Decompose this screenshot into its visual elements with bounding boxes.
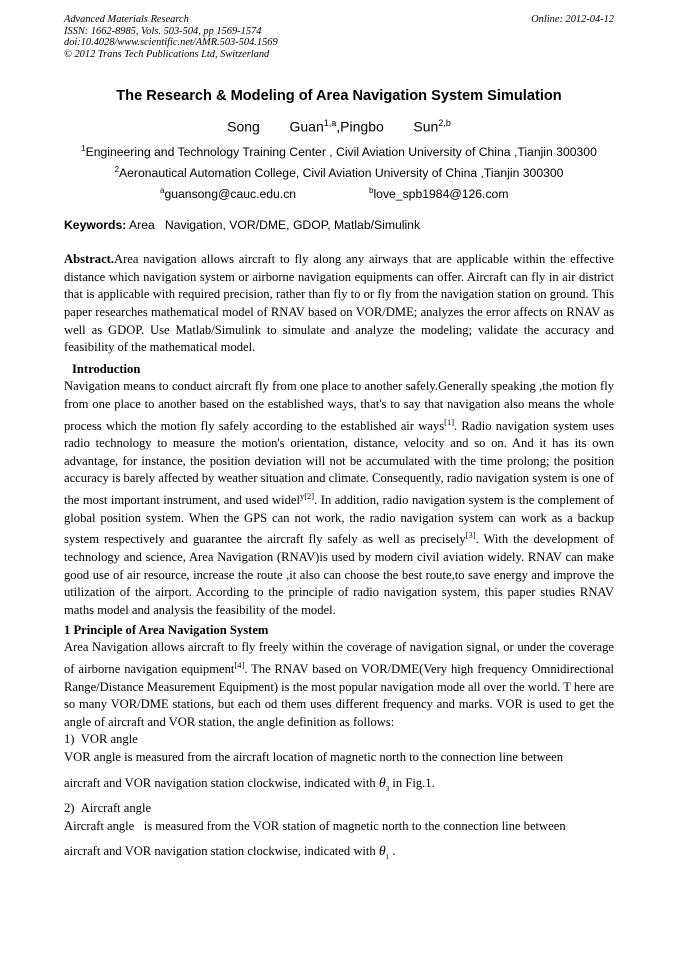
affiliation-1 [64, 140, 614, 161]
item-1-line-2-post: in Fig.1. [389, 775, 435, 790]
item-1-line-2-pre: aircraft and VOR navigation station clockwise, indicated with [64, 775, 379, 790]
affiliation-1-text: Engineering and Technology Training Center , Civil Aviation University of China ,Tianjin 300300 [85, 145, 597, 160]
author-1-sup: 1,a [323, 118, 337, 129]
email-a [160, 182, 296, 203]
theta-1-sub: 1 [385, 852, 390, 861]
keywords-label: Keywords: [64, 218, 127, 233]
intro-text-1: Navigation means to conduct aircraft fly from one place to another safely.Generally speaking ,the motion fly from one place to another based on the established ways, that's to say that navigation also means the whole process which the motion fly safely according to the established air ways [64, 379, 614, 433]
affiliation-2 [64, 161, 614, 182]
theta-3-sub: 3 [385, 784, 390, 793]
intro-paragraph [64, 378, 614, 619]
author-2-sup: 2,b [438, 118, 451, 129]
issn-line: ISSN: 1662-8985, Vols. 503-504, pp 1569-1574 [64, 25, 262, 37]
email-b [369, 182, 508, 203]
email-line [64, 182, 614, 202]
journal-header [64, 14, 614, 60]
email-a-sup: a [160, 186, 165, 196]
abstract-label: Abstract. [64, 252, 115, 267]
author-separator: , [336, 119, 341, 136]
intro-heading: Introduction [72, 361, 141, 376]
copyright-line: © 2012 Trans Tech Publications Ltd, Switzerland [64, 48, 270, 60]
item-2-line-1: Aircraft angle is measured from the VOR station of magnetic north to the connection line between [64, 818, 566, 833]
theta-1-symbol [379, 844, 389, 859]
item-1-line-1: VOR angle is measured from the aircraft location of magnetic north to the connection line between [64, 749, 564, 764]
affiliation-2-sup: 2 [114, 165, 120, 175]
abstract-text: Area navigation allows aircraft to fly along any airways that are applicable within the effective distance which navigation system or airborne navigation equipments can offer. Aircraft can fly in air district that is applicable with required precision, rather than fly to or fly from the navigation station on ground. This paper researches mathematical model of RNAV based on VOR/DME; analyzes the error affects on RNAV as well as GDOP. Use Matlab/Simulink to simulate and analyze the modeling; validate the accuracy and feasibility of the mathematical model. [64, 252, 614, 355]
theta-3-glyph: θ [378, 775, 386, 791]
keywords-text: Area Navigation, VOR/DME, GDOP, Matlab/Simulink [126, 218, 421, 233]
section-1-heading: 1 Principle of Area Navigation System [64, 622, 269, 637]
author-1: Song Guan [227, 119, 324, 136]
intro-text-4: . With the development of technology and science, Area Navigation (RNAV)is used by modern civil aviation widely. RNAV can make good use of air resource, increase the route ,it also can choose the best route,to save energy and improve the utilization of the airport. According to the principle of radio navigation system, this paper studies RNAV maths model and analysis the feasibility of the model. [64, 532, 614, 617]
author-2: Pingbo Sun [340, 119, 439, 136]
author-line [64, 118, 614, 135]
affiliation-2-text: Aeronautical Automation College, Civil Aviation University of China ,Tianjin 300300 [119, 166, 564, 181]
keywords [64, 218, 614, 232]
citation-4: [4] [234, 659, 245, 670]
item-1-line-2 [64, 775, 614, 798]
item-2-line-2-pre: aircraft and VOR navigation station clockwise, indicated with [64, 844, 379, 859]
abstract [64, 251, 614, 357]
section-1-text-2: . The RNAV based on VOR/DME(Very high frequency Omnidirectional Range/Distance Measurement Equipment) is the most popular navigation mode all over the world. T here are so many VOR/DME stations, but each od them uses different frequency and marks. VOR is used to get the angle of aircraft and VOR station, the angle definition as follows: [64, 661, 615, 729]
citation-1: [1] [444, 416, 455, 427]
email-b-sup: b [369, 186, 374, 196]
journal-name: Advanced Materials Research [64, 14, 189, 25]
online-date: Online: 2012-04-12 [531, 14, 614, 25]
theta-1-glyph: θ [378, 844, 386, 860]
section-1-paragraph [64, 639, 614, 731]
paper-page [64, 14, 614, 867]
item-2-title: 2) Aircraft angle [64, 800, 152, 815]
intro-text-2: . Radio navigation system uses radio technology to measure the motion's orientation, distance, velocity and so on. And it has its own advantage, for instance, the position deviation will not be accumulated with the time prolong; the position accuracy is barely affected by weather situation and climate. Consequently, radio navigation system is one of the most important instrument, and used widel [64, 418, 614, 508]
citation-3: [3] [465, 530, 476, 541]
item-1-title: 1) VOR angle [64, 732, 138, 747]
affiliation-1-sup: 1 [81, 144, 86, 154]
affiliations [64, 140, 614, 182]
paper-title: The Research & Modeling of Area Navigation System Simulation [116, 88, 562, 105]
item-2-line-2 [64, 843, 614, 866]
citation-2: y[2] [299, 491, 315, 502]
theta-3-symbol [379, 776, 389, 791]
doi-line: doi:10.4028/www.scientific.net/AMR.503-504.1569 [64, 37, 278, 49]
item-2-line-2-post: . [389, 844, 396, 859]
email-a-text: guansong@cauc.edu.cn [164, 187, 297, 202]
intro-text-3: . In addition, radio navigation system is the complement of global position system. When the GPS can not work, the radio navigation system can work as a backup system respectively and guarantee the aircraft fly safely as well as precisely [64, 493, 614, 547]
email-b-text: love_spb1984@126.com [373, 187, 509, 202]
section-1-text-1: Area Navigation allows aircraft to fly freely within the coverage of navigation signal, or under the coverage of airborne navigation equipment [64, 640, 614, 676]
